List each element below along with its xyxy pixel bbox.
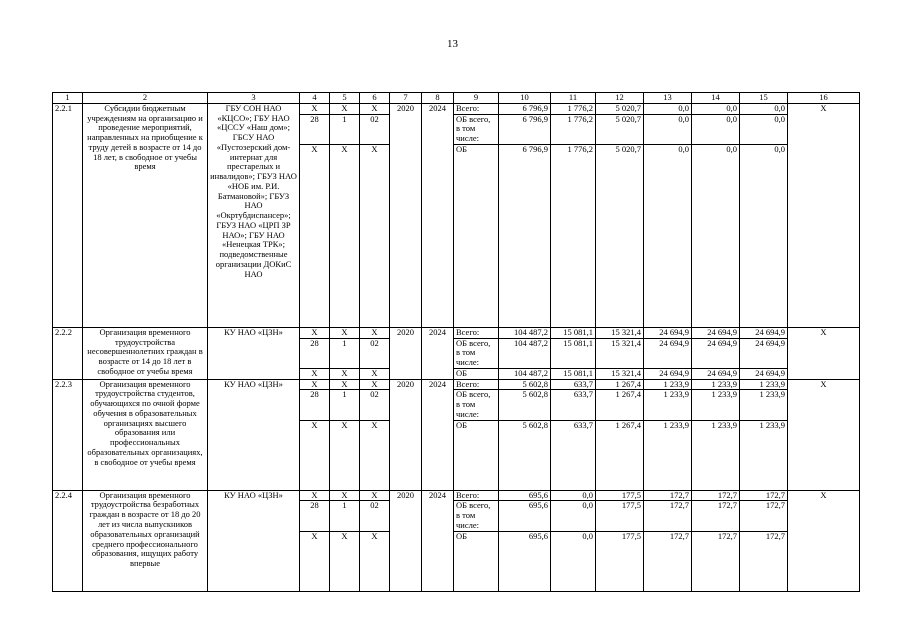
amount-year: 1 267,4 (596, 379, 644, 390)
amount-year: 177,5 (596, 490, 644, 501)
header-cell: 16 (788, 93, 860, 104)
amount-year: 5 020,7 (596, 144, 644, 327)
amount-year: 172,7 (692, 501, 740, 531)
amount-year: 172,7 (692, 531, 740, 591)
amount-total: 6 796,9 (499, 144, 551, 327)
funding-source: ОБ (454, 531, 499, 591)
header-row (53, 93, 860, 104)
amount-year: 1 233,9 (644, 420, 692, 490)
header-cell: 1 (53, 93, 83, 104)
amount-year: 5 020,7 (596, 103, 644, 114)
row-number: 2.2.3 (53, 379, 83, 490)
funding-source: ОБ (454, 368, 499, 379)
amount-year: 5 020,7 (596, 114, 644, 144)
amount-year: 633,7 (551, 379, 596, 390)
amount-year: 172,7 (740, 490, 788, 501)
header-cell: 14 (692, 93, 740, 104)
funding-source: ОБ (454, 420, 499, 490)
funding-source: ОБ всего, в том числе: (454, 114, 499, 144)
amount-total: 5 602,8 (499, 390, 551, 420)
code-cell: 02 (360, 338, 390, 368)
amount-year: 633,7 (551, 420, 596, 490)
funding-source: Всего: (454, 103, 499, 114)
code-cell: Х (360, 368, 390, 379)
amount-year: 1 233,9 (740, 420, 788, 490)
amount-year: 24 694,9 (644, 327, 692, 338)
year-end: 2024 (422, 103, 454, 327)
amount-year: 0,0 (551, 501, 596, 531)
amount-total: 695,6 (499, 501, 551, 531)
row-number: 2.2.1 (53, 103, 83, 327)
amount-year: 0,0 (551, 490, 596, 501)
amount-total: 5 602,8 (499, 379, 551, 390)
table-row (53, 379, 860, 390)
amount-year: 0,0 (644, 103, 692, 114)
code-cell: 02 (360, 501, 390, 531)
code-cell: Х (330, 379, 360, 390)
amount-year: 1 233,9 (692, 420, 740, 490)
result-cell: Х (788, 103, 860, 327)
funding-source: Всего: (454, 379, 499, 390)
year-start: 2020 (390, 103, 422, 327)
code-cell: Х (330, 531, 360, 591)
executor: КУ НАО «ЦЗН» (208, 490, 300, 591)
amount-year: 172,7 (692, 490, 740, 501)
amount-year: 172,7 (644, 501, 692, 531)
header-cell: 6 (360, 93, 390, 104)
amount-year: 0,0 (740, 114, 788, 144)
code-cell: Х (300, 531, 330, 591)
amount-year: 15 321,4 (596, 338, 644, 368)
amount-year: 1 233,9 (644, 390, 692, 420)
code-cell: Х (300, 144, 330, 327)
result-cell: Х (788, 490, 860, 591)
amount-year: 1 776,2 (551, 103, 596, 114)
code-cell: 28 (300, 390, 330, 420)
year-start: 2020 (390, 327, 422, 379)
amount-total: 695,6 (499, 490, 551, 501)
header-cell: 12 (596, 93, 644, 104)
amount-year: 172,7 (644, 531, 692, 591)
header-cell: 5 (330, 93, 360, 104)
code-cell: 1 (330, 501, 360, 531)
code-cell: Х (300, 490, 330, 501)
row-number: 2.2.4 (53, 490, 83, 591)
amount-year: 1 776,2 (551, 114, 596, 144)
amount-year: 15 321,4 (596, 327, 644, 338)
code-cell: 02 (360, 390, 390, 420)
activity-name: Субсидии бюджетным учреждениям на организацию и проведение мероприятий, направленных на приобщение к труду детей в возрасте от 14 до 18 лет, в свободное от учебы время (83, 103, 208, 327)
amount-year: 15 081,1 (551, 327, 596, 338)
table-row (53, 103, 860, 114)
amount-year: 0,0 (740, 103, 788, 114)
amount-year: 24 694,9 (692, 368, 740, 379)
amount-year: 0,0 (692, 144, 740, 327)
amount-year: 1 267,4 (596, 420, 644, 490)
amount-year: 0,0 (551, 531, 596, 591)
code-cell: 1 (330, 338, 360, 368)
amount-year: 24 694,9 (644, 368, 692, 379)
funding-source: ОБ всего, в том числе: (454, 390, 499, 420)
header-cell: 8 (422, 93, 454, 104)
header-cell: 3 (208, 93, 300, 104)
amount-total: 695,6 (499, 531, 551, 591)
amount-year: 172,7 (740, 531, 788, 591)
amount-year: 24 694,9 (740, 327, 788, 338)
amount-year: 177,5 (596, 531, 644, 591)
amount-total: 104 487,2 (499, 338, 551, 368)
code-cell: Х (360, 420, 390, 490)
amount-year: 0,0 (740, 144, 788, 327)
amount-year: 24 694,9 (692, 338, 740, 368)
amount-year: 15 081,1 (551, 368, 596, 379)
year-end: 2024 (422, 490, 454, 591)
code-cell: Х (360, 490, 390, 501)
amount-year: 633,7 (551, 390, 596, 420)
code-cell: Х (300, 420, 330, 490)
code-cell: Х (360, 531, 390, 591)
code-cell: Х (360, 327, 390, 338)
code-cell: Х (360, 379, 390, 390)
amount-year: 0,0 (692, 114, 740, 144)
code-cell: Х (360, 144, 390, 327)
page-number: 13 (447, 38, 458, 50)
funding-source: Всего: (454, 327, 499, 338)
year-end: 2024 (422, 327, 454, 379)
amount-year: 15 081,1 (551, 338, 596, 368)
header-cell: 13 (644, 93, 692, 104)
amount-year: 1 233,9 (740, 390, 788, 420)
amount-total: 5 602,8 (499, 420, 551, 490)
amount-year: 24 694,9 (740, 368, 788, 379)
header-cell: 9 (454, 93, 499, 104)
code-cell: Х (330, 490, 360, 501)
amount-year: 1 776,2 (551, 144, 596, 327)
amount-year: 0,0 (644, 114, 692, 144)
amount-year: 172,7 (740, 501, 788, 531)
amount-total: 6 796,9 (499, 114, 551, 144)
code-cell: Х (330, 327, 360, 338)
program-table (52, 92, 860, 592)
table-row (53, 490, 860, 501)
amount-year: 24 694,9 (692, 327, 740, 338)
code-cell: Х (330, 420, 360, 490)
activity-name: Организация временного трудоустройства безработных граждан в возрасте от 18 до 20 лет из числа выпускников образовательных организаций среднего профессионального образования, ищущих работу впервые (83, 490, 208, 591)
activity-name: Организация временного трудоустройства несовершеннолетних граждан в возрасте от 14 до 18 лет в свободное от учебы время (83, 327, 208, 379)
amount-year: 177,5 (596, 501, 644, 531)
header-cell: 11 (551, 93, 596, 104)
amount-year: 1 233,9 (740, 379, 788, 390)
code-cell: 28 (300, 501, 330, 531)
result-cell: Х (788, 327, 860, 379)
header-cell: 4 (300, 93, 330, 104)
amount-year: 172,7 (644, 490, 692, 501)
header-cell: 7 (390, 93, 422, 104)
code-cell: Х (300, 379, 330, 390)
code-cell: Х (330, 368, 360, 379)
amount-year: 1 233,9 (644, 379, 692, 390)
amount-year: 1 233,9 (692, 390, 740, 420)
funding-source: ОБ (454, 144, 499, 327)
code-cell: Х (300, 368, 330, 379)
code-cell: 02 (360, 114, 390, 144)
executor: КУ НАО «ЦЗН» (208, 327, 300, 379)
amount-total: 6 796,9 (499, 103, 551, 114)
amount-year: 15 321,4 (596, 368, 644, 379)
amount-year: 24 694,9 (644, 338, 692, 368)
activity-name: Организация временного трудоустройства студентов, обучающихся по очной форме обучения в образовательных организациях высшего образования или профессиональных образовательных организациях, в свободное от учебы время (83, 379, 208, 490)
result-cell: Х (788, 379, 860, 490)
amount-year: 0,0 (692, 103, 740, 114)
row-number: 2.2.2 (53, 327, 83, 379)
year-start: 2020 (390, 379, 422, 490)
amount-year: 0,0 (644, 144, 692, 327)
code-cell: Х (300, 327, 330, 338)
funding-source: ОБ всего, в том числе: (454, 338, 499, 368)
header-cell: 15 (740, 93, 788, 104)
code-cell: 28 (300, 338, 330, 368)
code-cell: Х (300, 103, 330, 114)
amount-year: 24 694,9 (740, 338, 788, 368)
amount-total: 104 487,2 (499, 368, 551, 379)
executor: КУ НАО «ЦЗН» (208, 379, 300, 490)
code-cell: 1 (330, 114, 360, 144)
table-row (53, 327, 860, 338)
code-cell: 1 (330, 390, 360, 420)
header-cell: 10 (499, 93, 551, 104)
code-cell: Х (330, 144, 360, 327)
year-start: 2020 (390, 490, 422, 591)
amount-year: 1 267,4 (596, 390, 644, 420)
code-cell: Х (330, 103, 360, 114)
funding-source: Всего: (454, 490, 499, 501)
header-cell: 2 (83, 93, 208, 104)
amount-year: 1 233,9 (692, 379, 740, 390)
code-cell: 28 (300, 114, 330, 144)
year-end: 2024 (422, 379, 454, 490)
executor: ГБУ СОН НАО «КЦСО»; ГБУ НАО «ЦССУ «Наш дом»; ГБСУ НАО «Пустозерский дом-интернат для престарелых и инвалидов»; ГБУЗ НАО «НОБ им. Р.И. Батмановой»; ГБУЗ НАО «Окртубдиспансер»; ГБУЗ НАО «ЦРП ЗР НАО»; ГБУ НАО «Ненецкая ТРК»; подведомственные организации ДОКиС НАО (208, 103, 300, 327)
funding-source: ОБ всего, в том числе: (454, 501, 499, 531)
amount-total: 104 487,2 (499, 327, 551, 338)
code-cell: Х (360, 103, 390, 114)
